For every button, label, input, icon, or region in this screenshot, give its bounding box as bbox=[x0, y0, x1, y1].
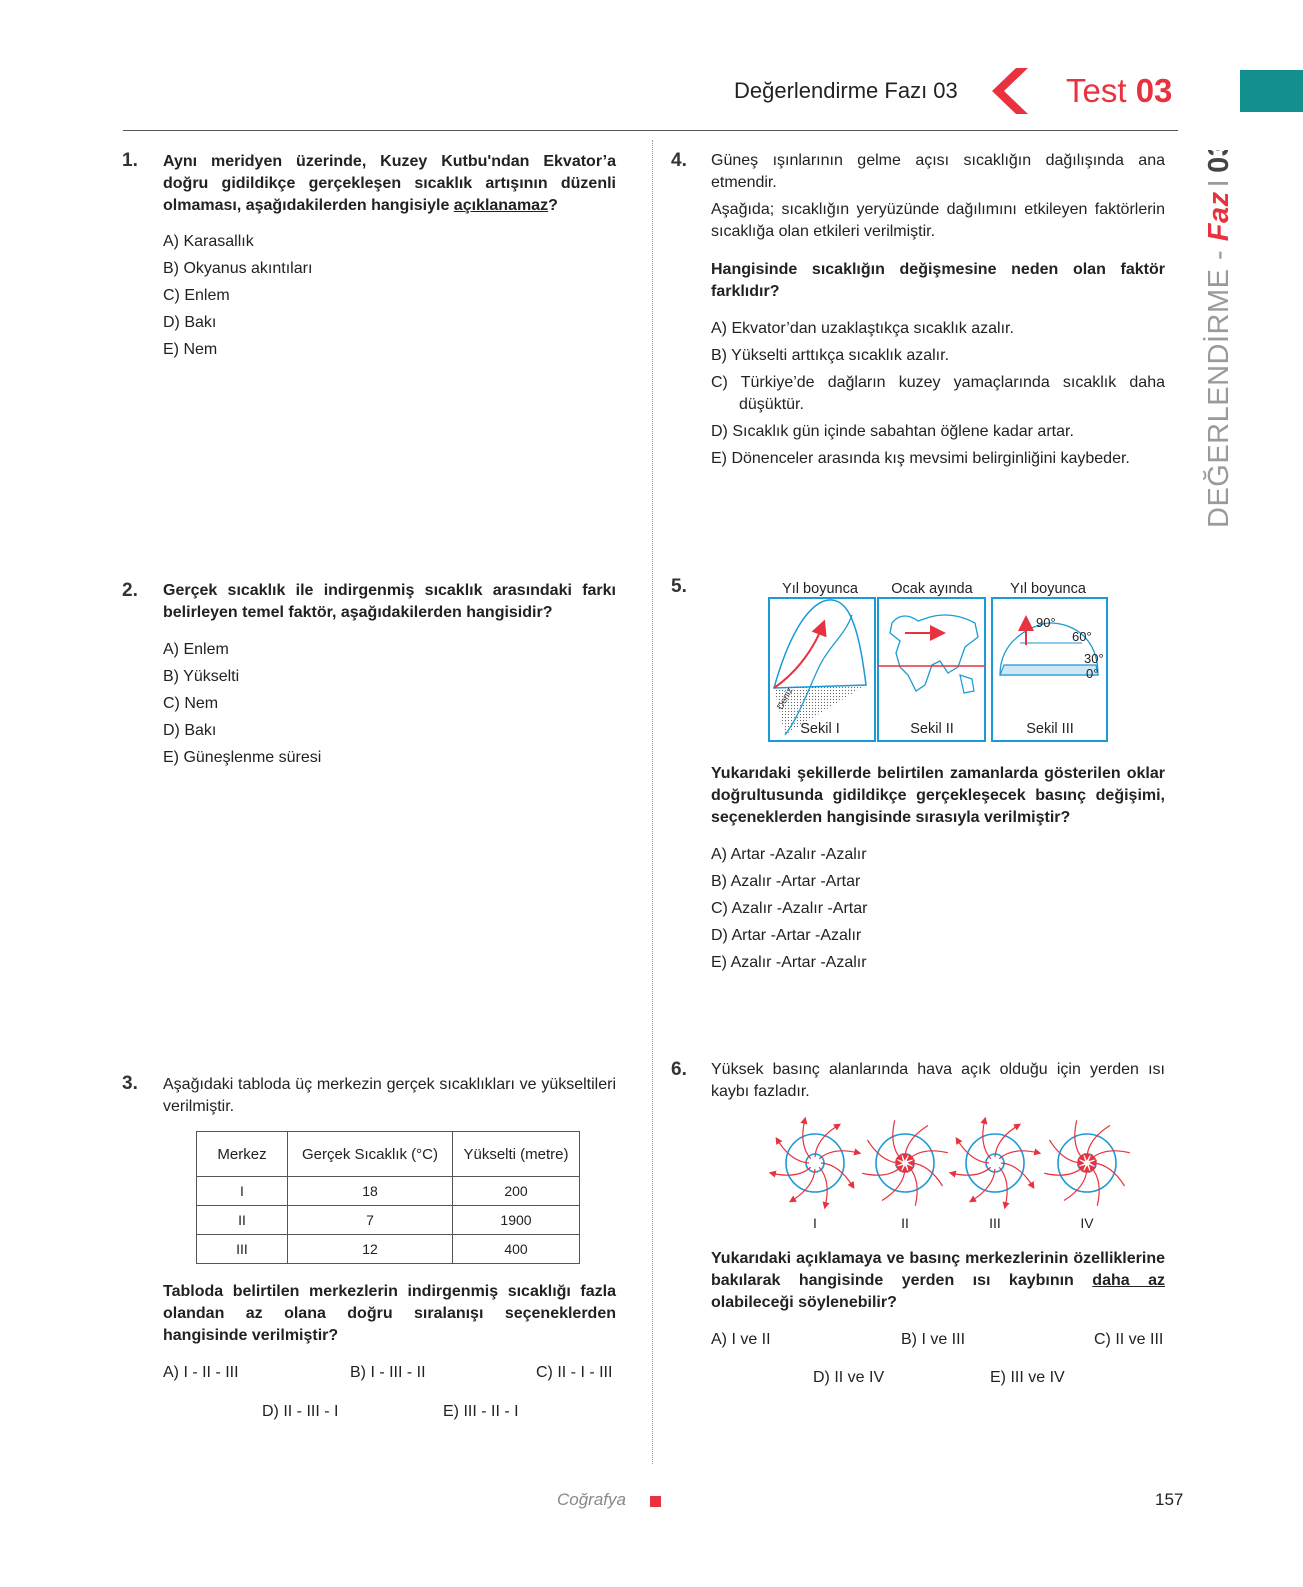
wind-arrow bbox=[893, 1120, 901, 1159]
q6-option-c[interactable]: C) II ve III bbox=[1094, 1331, 1164, 1348]
fig1-panel bbox=[769, 598, 875, 741]
wind-arrow bbox=[999, 1151, 1038, 1159]
q3-table bbox=[196, 1131, 580, 1264]
page-number: 157 bbox=[1155, 1490, 1184, 1509]
q3-number: 3. bbox=[122, 1073, 138, 1094]
table-row bbox=[197, 1235, 580, 1264]
isobar-outer bbox=[786, 1134, 844, 1192]
fig2-panel bbox=[878, 598, 985, 741]
table-cell: 200 bbox=[453, 1177, 580, 1206]
q3-option-e[interactable]: E) III - II - I bbox=[443, 1403, 519, 1420]
fig3-caption: Sekil III bbox=[1026, 721, 1074, 737]
q4-option-a[interactable]: A) Ekvator’dan uzaklaştıkça sıcaklık azalır. bbox=[711, 320, 1014, 337]
q2-option-a[interactable]: A) Enlem bbox=[163, 641, 229, 658]
wind-arrow bbox=[909, 1167, 917, 1206]
q3-question: Tabloda belirtilen merkezlerin indirgenmiş sıcaklığı fazla olandan az olana doğru sıralanışı seçeneklerden hangisinde verilmiştir? bbox=[163, 1283, 616, 1344]
q6-question: Yukarıdaki açıklamaya ve basınç merkezlerinin özelliklerine bakılarak hangisinde yerden ısı kaybının daha az olabileceği söylenebilir? bbox=[711, 1250, 1165, 1311]
table-cell: III bbox=[197, 1235, 288, 1264]
wind-arrow bbox=[1091, 1151, 1130, 1159]
q2-option-b[interactable]: B) Yükselti bbox=[163, 668, 240, 685]
q2-option-c[interactable]: C) Nem bbox=[163, 695, 219, 712]
header-rule bbox=[123, 130, 1178, 131]
table-cell: 18 bbox=[288, 1177, 453, 1206]
fig2-title: Ocak ayında bbox=[891, 581, 973, 597]
table-header-cell: Gerçek Sıcaklık (°C) bbox=[288, 1132, 453, 1177]
fig3-title: Yıl boyunca bbox=[1010, 581, 1086, 597]
angle-label: 30° bbox=[1084, 651, 1104, 666]
table-cell: 400 bbox=[453, 1235, 580, 1264]
q1-option-a[interactable]: A) Karasallık bbox=[163, 233, 254, 250]
pressure-center-label: II bbox=[901, 1215, 909, 1231]
footer-square-icon bbox=[650, 1496, 661, 1507]
side-label-num: 03 bbox=[1203, 150, 1235, 173]
table-header-cell: Merkez bbox=[197, 1132, 288, 1177]
column-divider bbox=[652, 140, 653, 1464]
q5-option-a[interactable]: A) Artar -Azalır -Azalır bbox=[711, 846, 867, 863]
angle-label: 0° bbox=[1086, 666, 1099, 681]
q2-options bbox=[163, 639, 321, 774]
teal-corner-tab bbox=[1240, 70, 1303, 112]
q5-figure bbox=[760, 575, 1120, 755]
pressure-center bbox=[862, 1120, 948, 1231]
angle-label: 90° bbox=[1036, 615, 1056, 630]
q1-option-e[interactable]: E) Nem bbox=[163, 341, 218, 358]
side-label-logo: Faz bbox=[1203, 191, 1235, 242]
wind-arrow bbox=[819, 1151, 858, 1159]
q5-option-b[interactable]: B) Azalır -Artar -Artar bbox=[711, 873, 861, 890]
q3-intro: Aşağıdaki tabloda üç merkezin gerçek sıcaklıkları ve yükseltileri verilmiştir. bbox=[163, 1076, 616, 1115]
table-cell: 7 bbox=[288, 1206, 453, 1235]
q6-figure bbox=[765, 1113, 1145, 1243]
pressure-center-label: I bbox=[813, 1215, 817, 1231]
angle-label: 60° bbox=[1072, 629, 1092, 644]
q2-option-d[interactable]: D) Bakı bbox=[163, 722, 217, 739]
table-header-row bbox=[197, 1132, 580, 1177]
side-label-sep: I bbox=[1203, 178, 1235, 188]
sea-label: Deniz bbox=[774, 685, 795, 711]
side-label bbox=[1200, 150, 1240, 535]
q4-option-b[interactable]: B) Yükselti arttıkça sıcaklık azalır. bbox=[711, 347, 950, 364]
wind-arrow bbox=[819, 1167, 827, 1206]
wind-arrow bbox=[909, 1151, 948, 1159]
q6-option-e[interactable]: E) III ve IV bbox=[990, 1369, 1065, 1386]
q1-option-c[interactable]: C) Enlem bbox=[163, 287, 230, 304]
q3-option-b[interactable]: B) I - III - II bbox=[350, 1364, 426, 1381]
wind-arrow bbox=[952, 1167, 991, 1175]
wind-arrow bbox=[1075, 1120, 1083, 1159]
q6-intro: Yüksek basınç alanlarında hava açık olduğu için yerden ısı kaybı fazladır. bbox=[711, 1061, 1165, 1100]
fig1-title: Yıl boyunca bbox=[782, 581, 858, 597]
q6-option-d[interactable]: D) II ve IV bbox=[813, 1369, 885, 1386]
pressure-center bbox=[1044, 1120, 1130, 1231]
table-cell: II bbox=[197, 1206, 288, 1235]
q3-option-a[interactable]: A) I - II - III bbox=[163, 1364, 239, 1381]
q1-options bbox=[163, 231, 312, 366]
q3-option-c[interactable]: C) II - I - III bbox=[536, 1364, 613, 1381]
fig2-caption: Sekil II bbox=[910, 721, 954, 737]
pressure-center bbox=[952, 1120, 1038, 1231]
header-title: Değerlendirme Fazı 03 bbox=[734, 78, 958, 103]
q6-number: 6. bbox=[671, 1059, 687, 1080]
isobar-outer bbox=[966, 1134, 1024, 1192]
q5-option-d[interactable]: D) Artar -Artar -Azalır bbox=[711, 927, 862, 944]
table-header-cell: Yükselti (metre) bbox=[453, 1132, 580, 1177]
q3-option-d[interactable]: D) II - III - I bbox=[262, 1403, 339, 1420]
q5-option-e[interactable]: E) Azalır -Artar -Azalır bbox=[711, 954, 867, 971]
table-cell: I bbox=[197, 1177, 288, 1206]
wind-arrow bbox=[803, 1120, 811, 1159]
q4-options bbox=[711, 318, 1165, 470]
isobar-outer bbox=[1058, 1134, 1116, 1192]
q4-question: Hangisinde sıcaklığın değişmesine neden olan faktör farklıdır? bbox=[711, 261, 1165, 300]
wind-arrow bbox=[772, 1167, 811, 1175]
q6-option-b[interactable]: B) I ve III bbox=[901, 1331, 966, 1348]
q4-option-c[interactable]: C) Türkiye’de dağların kuzey yamaçlarında sıcaklık daha düşüktür. bbox=[711, 374, 1165, 413]
q5-question: Yukarıdaki şekillerde belirtilen zamanlarda gösterilen oklar doğrultusunda gidildikçe gerçekleşecek basınç değişimi, seçeneklerden hangisinde sırasıyla verilmiştir? bbox=[711, 765, 1165, 826]
q4-option-e[interactable]: E) Dönenceler arasında kış mevsimi belirginliğini kaybeder. bbox=[711, 450, 1130, 467]
wind-arrow bbox=[983, 1120, 991, 1159]
q2-text: Gerçek sıcaklık ile indirgenmiş sıcaklık arasındaki farkı belirleyen temel faktör, aşağıdakilerden hangisidir? bbox=[163, 582, 616, 621]
svg-text:DEĞERLENDİRME - FazI03 bbox=[1202, 150, 1235, 528]
q6-option-a[interactable]: A) I ve II bbox=[711, 1331, 771, 1348]
chevron-left-icon bbox=[992, 68, 1028, 119]
table-row bbox=[197, 1177, 580, 1206]
isobar-outer bbox=[876, 1134, 934, 1192]
wind-arrow bbox=[862, 1167, 901, 1175]
q1-text: Aynı meridyen üzerinde, Kuzey Kutbu'ndan Ekvator’a doğru gidildikçe gerçekleşen sıcaklık artışının düzenli olmaması, aşağıdakilerden hangisiyle açıklanamaz? bbox=[163, 153, 616, 214]
wind-arrow bbox=[999, 1167, 1007, 1206]
q5-number: 5. bbox=[671, 576, 687, 597]
pressure-center bbox=[772, 1120, 858, 1231]
wind-arrow bbox=[1044, 1167, 1083, 1175]
fig3-panel bbox=[992, 598, 1107, 741]
wind-arrow bbox=[1091, 1167, 1099, 1206]
q4-para-2: Aşağıda; sıcaklığın yeryüzünde dağılımını etkileyen faktörlerin sıcaklığa olan etkileri verilmiştir. bbox=[711, 201, 1165, 240]
pressure-center-label: IV bbox=[1080, 1215, 1094, 1231]
table-cell: 12 bbox=[288, 1235, 453, 1264]
q4-number: 4. bbox=[671, 150, 687, 171]
side-label-main: DEĞERLENDİRME - bbox=[1203, 241, 1235, 528]
q4-option-d[interactable]: D) Sıcaklık gün içinde sabahtan öğlene kadar artar. bbox=[711, 423, 1074, 440]
q1-option-d[interactable]: D) Bakı bbox=[163, 314, 217, 331]
q2-number: 2. bbox=[122, 580, 138, 601]
test-label: Test 03 bbox=[1066, 72, 1173, 109]
q4-para-1: Güneş ışınlarının gelme açısı sıcaklığın dağılışında ana etmendir. bbox=[711, 152, 1165, 191]
footer-subject: Coğrafya bbox=[557, 1490, 626, 1509]
q2-option-e[interactable]: E) Güneşlenme süresi bbox=[163, 749, 322, 766]
q5-option-c[interactable]: C) Azalır -Azalır -Artar bbox=[711, 900, 868, 917]
table-cell: 1900 bbox=[453, 1206, 580, 1235]
fig1-caption: Sekil I bbox=[800, 721, 840, 737]
table-row bbox=[197, 1206, 580, 1235]
q1-number: 1. bbox=[122, 150, 138, 171]
q5-options bbox=[711, 844, 867, 979]
pressure-center-label: III bbox=[989, 1215, 1001, 1231]
q1-option-b[interactable]: B) Okyanus akıntıları bbox=[163, 260, 313, 277]
